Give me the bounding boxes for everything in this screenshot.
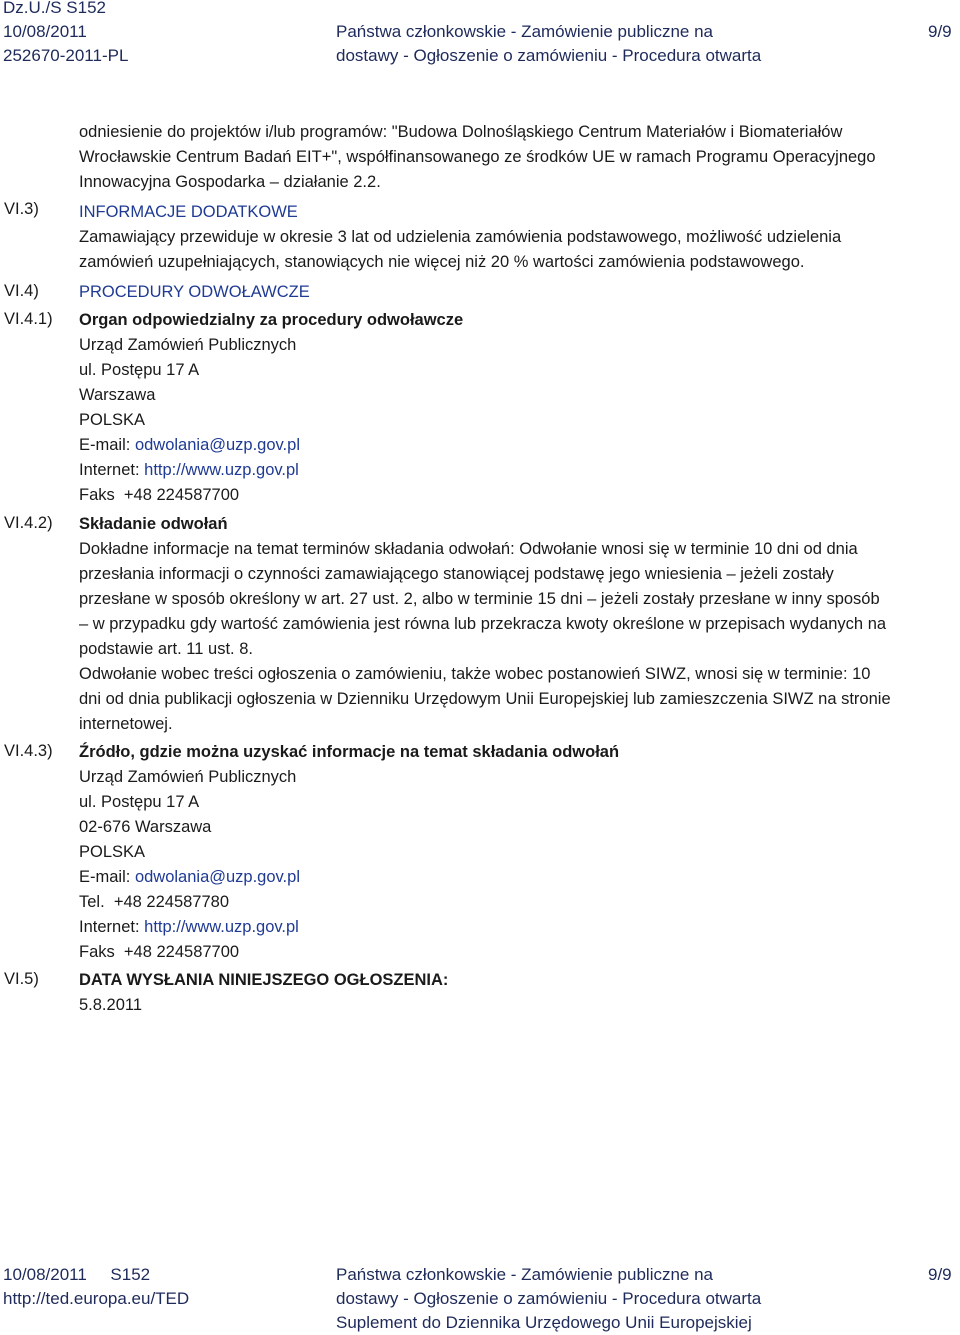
footer-left (3, 1263, 189, 1311)
footer-page-number: 9/9 (928, 1265, 952, 1284)
internet-label: Internet: (79, 918, 140, 936)
header-left (3, 0, 128, 68)
intro-line: odniesienie do projektów i/lub programów: "Budowa Dolnośląskiego Centrum Materiałów i Biomateriałów (79, 123, 843, 141)
email-label: E-mail: (79, 436, 131, 454)
footer-url: http://ted.europa.eu/TED (3, 1289, 190, 1308)
source-street: ul. Postępu 17 A (79, 793, 200, 811)
section-label-vi43: VI.4.3) (4, 742, 53, 760)
organ-fax: Faks +48 224587700 (79, 486, 240, 504)
organ-country: POLSKA (79, 411, 146, 429)
section-vi42-line: – w przypadku gdy wartość zamówienia jest równa lub przekracza kwoty określone w przepisach wydanych na (79, 615, 887, 633)
section-vi3-line: Zamawiający przewiduje w okresie 3 lat od udzielenia zamówienia podstawowego, możliwość udzielenia (79, 228, 842, 246)
organ-internet-row (79, 458, 463, 483)
source-email-row (79, 865, 619, 890)
header-page-number: 9/9 (928, 22, 952, 41)
section-vi42-line: Dokładne informacje na temat terminów składania odwołań: Odwołanie wnosi się w terminie 10 dni od dnia (79, 540, 858, 558)
section-vi5-title: DATA WYSŁANIA NINIEJSZEGO OGŁOSZENIA: (79, 971, 449, 989)
section-vi42-line: internetowej. (79, 715, 173, 733)
organ-internet-link[interactable]: http://www.uzp.gov.pl (144, 461, 299, 479)
section-vi5 (79, 968, 448, 1018)
source-country: POLSKA (79, 843, 146, 861)
section-vi42-title: Składanie odwołań (79, 515, 228, 533)
header-title-line-1: Państwa członkowskie - Zamówienie publiczne na (336, 22, 714, 41)
section-vi42 (79, 512, 891, 737)
footer-date-issue: 10/08/2011 S152 (3, 1265, 151, 1284)
section-vi41-title: Organ odpowiedzialny za procedury odwoławcze (79, 311, 464, 329)
email-label: E-mail: (79, 868, 131, 886)
section-vi3-title: INFORMACJE DODATKOWE (79, 203, 298, 221)
source-tel: Tel. +48 224587780 (79, 893, 230, 911)
section-vi4-title: PROCEDURY ODWOŁAWCZE (79, 283, 310, 301)
section-vi42-line: dni od dnia publikacji ogłoszenia w Dzienniku Urzędowym Unii Europejskiej lub zamieszczenia SIWZ na stronie (79, 690, 891, 708)
organ-email-row (79, 433, 463, 458)
organ-city: Warszawa (79, 386, 156, 404)
footer-supplement: Suplement do Dziennika Urzędowego Unii Europejskiej (336, 1313, 752, 1332)
organ-street: ul. Postępu 17 A (79, 361, 200, 379)
header-notice-id: 252670-2011-PL (3, 46, 129, 65)
section-vi43-title: Źródło, gdzie można uzyskać informacje na temat składania odwołań (79, 743, 620, 761)
header-center (336, 20, 761, 68)
section-vi3 (79, 200, 841, 275)
intro-paragraph (79, 120, 876, 195)
organ-email-link[interactable]: odwolania@uzp.gov.pl (134, 436, 300, 454)
section-vi3-line: zamówień uzupełniających, stanowiących nie więcej niż 20 % wartości zamówienia podstawowego. (79, 253, 805, 271)
footer-title-line-1: Państwa członkowskie - Zamówienie publiczne na (336, 1265, 714, 1284)
section-label-vi3: VI.3) (4, 200, 39, 218)
internet-label: Internet: (79, 461, 140, 479)
source-city: 02-676 Warszawa (79, 818, 212, 836)
section-vi42-line: podstawie art. 11 ust. 8. (79, 640, 253, 658)
section-vi42-line: Odwołanie wobec treści ogłoszenia o zamówieniu, także wobec postanowień SIWZ, wnosi się w terminie: 10 (79, 665, 871, 683)
header-date: 10/08/2011 (3, 22, 87, 41)
header-title-line-2: dostawy - Ogłoszenie o zamówieniu - Procedura otwarta (336, 46, 762, 65)
intro-line: Innowacyjna Gospodarka – działanie 2.2. (79, 173, 381, 191)
section-label-vi5: VI.5) (4, 970, 39, 988)
section-vi42-line: przesłane w sposób określony w art. 27 ust. 2, albo w terminie 15 dni – jeżeli zostały przesłane w inny sposób (79, 590, 880, 608)
source-internet-link[interactable]: http://www.uzp.gov.pl (144, 918, 299, 936)
footer-center (336, 1263, 761, 1335)
section-vi42-line: przesłania informacji o czynności zamawiającego stanowiącej podstawę jego wniesienia – jeżeli zostały (79, 565, 834, 583)
intro-line: Wrocławskie Centrum Badań EIT+", współfinansowanego ze środków UE w ramach Programu Operacyjnego (79, 148, 876, 166)
source-name: Urząd Zamówień Publicznych (79, 768, 297, 786)
source-email-link[interactable]: odwolania@uzp.gov.pl (134, 868, 300, 886)
organ-name: Urząd Zamówień Publicznych (79, 336, 297, 354)
source-internet-row (79, 915, 619, 940)
section-label-vi41: VI.4.1) (4, 310, 53, 328)
section-label-vi42: VI.4.2) (4, 514, 53, 532)
section-vi43 (79, 740, 619, 965)
section-vi41 (79, 308, 463, 508)
header-journal-ref: Dz.U./S S152 (3, 0, 106, 17)
section-label-vi4: VI.4) (4, 282, 39, 300)
source-fax: Faks +48 224587700 (79, 943, 240, 961)
dispatch-date: 5.8.2011 (79, 996, 143, 1014)
footer-title-line-2: dostawy - Ogłoszenie o zamówieniu - Procedura otwarta (336, 1289, 762, 1308)
